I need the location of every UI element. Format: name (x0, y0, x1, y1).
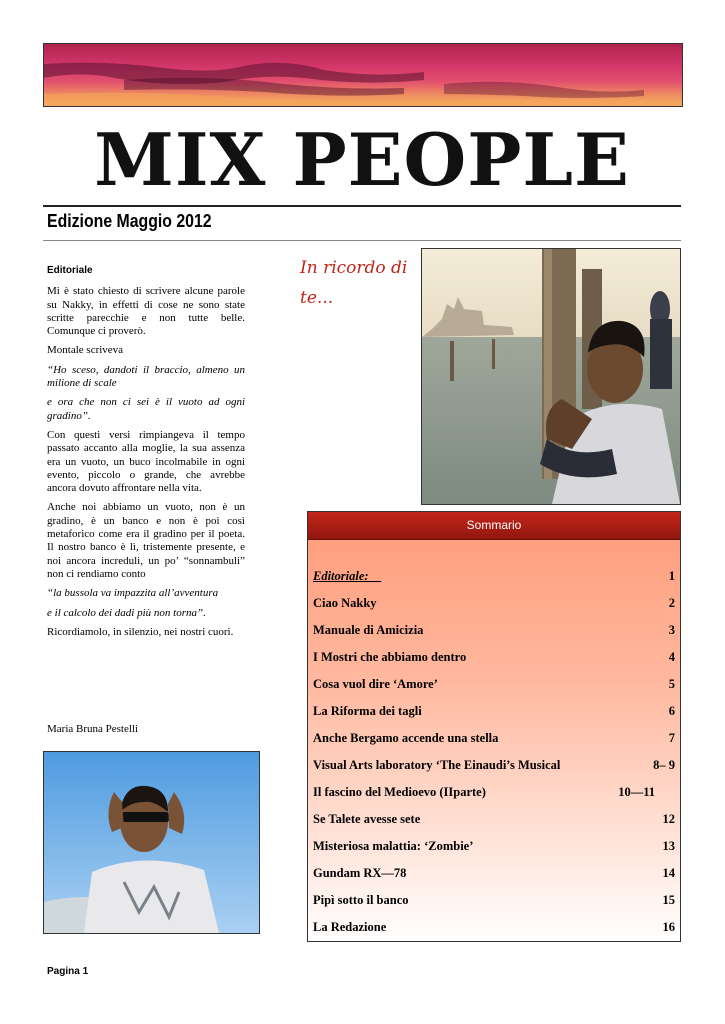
toc-item-title: Misteriosa malattia: ‘Zombie’ (313, 839, 474, 853)
toc-item-page: 1 (668, 569, 675, 583)
editorial-column (47, 264, 245, 645)
memorial-photo (421, 248, 681, 505)
toc-item-page: 13 (662, 839, 675, 853)
toc-item-title: Pipì sotto il banco (313, 893, 409, 907)
toc-item-title: Visual Arts laboratory ‘The Einaudi’s Musical (313, 758, 561, 772)
editorial-author: Maria Bruna Pestelli (47, 723, 139, 735)
masthead-title: MIX PEOPLE (94, 117, 630, 202)
editorial-quote: e il calcolo dei dadi più non torna”. (47, 606, 206, 619)
toc-heading: Sommario (308, 512, 680, 540)
toc-item-title: Se Talete avesse sete (313, 812, 421, 826)
page-number: Pagina 1 (47, 966, 89, 977)
toc-item[interactable] (313, 887, 675, 914)
toc-item-page: 2 (668, 596, 675, 610)
editorial-heading: Editoriale (47, 265, 93, 276)
memorial-caption: In ricordo di te... (300, 258, 408, 308)
toc-item-page: 10—11 (618, 785, 655, 799)
toc-item-title: Editoriale: (313, 569, 369, 583)
toc-item[interactable] (313, 779, 675, 806)
toc-item-page: 14 (662, 866, 675, 880)
toc-item-title: Manuale di Amicizia (313, 623, 424, 637)
toc-item-title: Gundam RX—78 (313, 866, 407, 880)
editorial-paragraph: Ricordiamolo, in silenzio, nei nostri cuori. (47, 625, 234, 638)
toc-item-title: Ciao Nakky (313, 596, 377, 610)
toc-item-title: La Redazione (313, 920, 387, 934)
editorial-paragraph: Con questi versi rimpiangeva il tempo passato accanto alla moglie, la sua assenza era un vuoto, un buco incolmabile in ogni evento, piccolo o grande, che avrebbe ancora dovuto affrontare nella vita. (47, 428, 245, 495)
toc-list (313, 563, 675, 941)
editorial-quote: “la bussola va impazzita all’avventura (47, 587, 219, 600)
toc-item[interactable] (313, 617, 675, 644)
edition-rule (43, 240, 681, 241)
toc-item-title: La Riforma dei tagli (313, 704, 422, 718)
toc-item-page: 8– 9 (653, 758, 675, 772)
toc-item[interactable] (313, 563, 675, 590)
toc-item-title: I Mostri che abbiamo dentro (313, 650, 467, 664)
toc-item-page: 6 (668, 704, 675, 718)
toc-item[interactable] (313, 698, 675, 725)
editorial-quote: e ora che non ci sei è il vuoto ad ogni gradino”. (47, 396, 245, 422)
toc-item[interactable] (313, 914, 675, 941)
toc-item-page: 4 (668, 650, 675, 664)
table-of-contents (307, 511, 681, 942)
edition-label: Edizione Maggio 2012 (47, 211, 212, 231)
toc-item-page: 5 (668, 677, 675, 691)
editorial-paragraph: Anche noi abbiamo un vuoto, non è un gradino, è un banco e non è poi così metaforico come era il gradino per il poeta. Il nostro banco è lì, tristemente presente, e noi ancora increduli, un po’ “sonnambuli” non ci rendiamo conto (47, 501, 245, 580)
toc-item-title: Il fascino del Medioevo (IIparte) (313, 785, 486, 799)
editorial-paragraph: Mi è stato chiesto di scrivere alcune parole su Nakky, in effetti di cose ne sono state scritte parecchie e non tutte belle. Comunque ci proverò. (47, 285, 245, 338)
toc-item[interactable] (313, 671, 675, 698)
toc-item-title: Cosa vuol dire ‘Amore’ (313, 677, 438, 691)
toc-item[interactable] (313, 725, 675, 752)
portrait-photo (43, 751, 260, 934)
toc-item-page: 15 (662, 893, 675, 907)
toc-item[interactable] (313, 644, 675, 671)
toc-item[interactable] (313, 806, 675, 833)
toc-item-page: 12 (662, 812, 675, 826)
toc-item[interactable] (313, 752, 675, 779)
toc-item-page: 3 (668, 623, 675, 637)
toc-item[interactable] (313, 590, 675, 617)
toc-item[interactable] (313, 833, 675, 860)
sunset-banner (43, 43, 683, 107)
toc-item-title: Anche Bergamo accende una stella (313, 731, 499, 745)
toc-item-page: 16 (662, 920, 675, 934)
masthead-rule (43, 205, 681, 207)
toc-item[interactable] (313, 860, 675, 887)
editorial-paragraph: Montale scriveva (47, 344, 124, 357)
toc-item-page: 7 (668, 731, 675, 745)
editorial-quote: “Ho sceso, dandoti il braccio, almeno un milione di scale (47, 363, 245, 390)
